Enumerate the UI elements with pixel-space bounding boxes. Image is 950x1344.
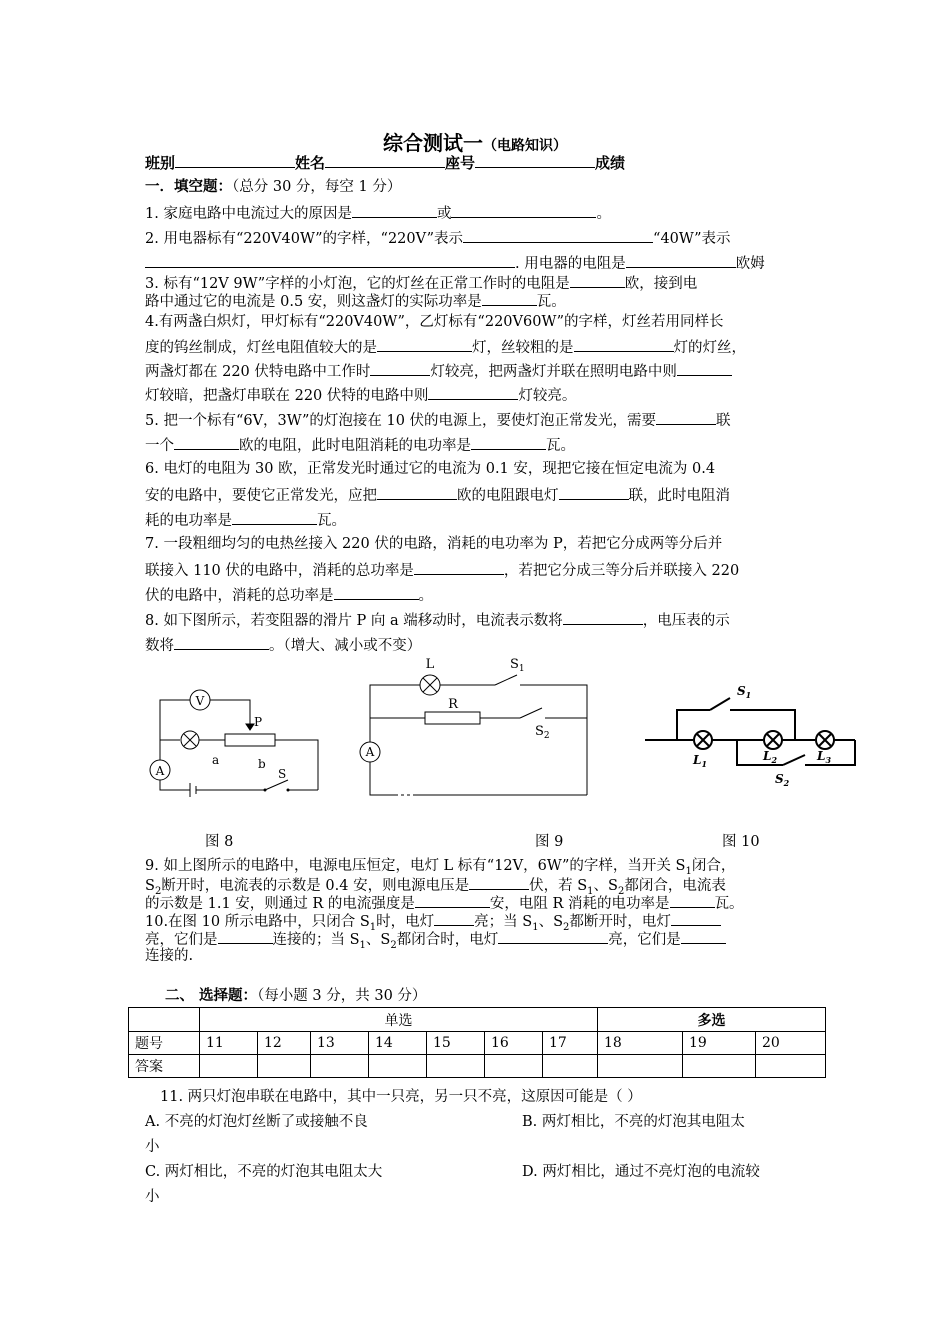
figure-8-caption: 图 8	[205, 834, 234, 850]
question-5-line1: 5. 把一个标有“6V，3W”的灯泡接在 10 伏的电源上，要使灯泡正常发光，需要 联	[145, 410, 731, 430]
switch-s1-label: $S_1$	[737, 684, 752, 700]
question-number-cell: 20	[756, 1032, 826, 1055]
option-b: B. 两灯相比，不亮的灯泡其电阻太	[522, 1114, 745, 1130]
question-3-line1: 3. 标有“12V 9W”字样的小灯泡，它的灯丝在正常工作时的电阻是 欧，接到电	[145, 273, 697, 293]
row-label-answer: 答案	[129, 1055, 200, 1078]
multi-choice-header: 多选	[598, 1008, 826, 1032]
option-c: C. 两灯相比，不亮的灯泡其电阻太大	[145, 1164, 383, 1180]
answer-cell[interactable]	[598, 1055, 683, 1078]
question-8-line2: 数将 。（增大、减小或不变）	[145, 635, 421, 655]
switch-s2-label: $S_2$	[775, 772, 790, 788]
answer-cell[interactable]	[369, 1055, 427, 1078]
question-9-line3: 的示数是 1.1 安，则通过 R 的电流强度是 安，电阻 R 消耗的电功率是 瓦。	[145, 893, 744, 913]
question-number-cell: 16	[485, 1032, 543, 1055]
question-6-line2: 安的电路中，要使它正常发光，应把 欧的电阻跟电灯 联，此时电阻消	[145, 485, 730, 505]
question-7-line3: 伏的电路中，消耗的总功率是 。	[145, 585, 433, 605]
answer-cell[interactable]	[200, 1055, 258, 1078]
question-2-line2: . 用电器的电阻是 欧姆	[145, 253, 765, 273]
question-number-cell: 11	[200, 1032, 258, 1055]
lamp-l-label: L	[425, 657, 435, 672]
question-10-line3: 连接的.	[145, 948, 194, 964]
section1-heading: 一．填空题：（总分 30 分，每空 1 分）	[145, 178, 402, 195]
figure-10-caption: 图 10	[722, 834, 760, 850]
option-d: D. 两灯相比，通过不亮灯泡的电流较	[522, 1164, 760, 1180]
question-10-line2: 亮，它们是 连接的；当 $S_1$、$S_2$都闭合时，电灯 亮，它们是	[145, 929, 726, 955]
option-d-continued: 小	[145, 1189, 160, 1205]
lamp-l3-label: $L_3$	[817, 749, 832, 765]
option-a: A. 不亮的灯泡灯丝断了或接触不良	[145, 1114, 368, 1130]
answer-cell[interactable]	[427, 1055, 485, 1078]
voltmeter-label: V	[195, 694, 205, 708]
resistor-r-label: R	[448, 697, 458, 712]
question-number-cell: 12	[258, 1032, 311, 1055]
option-b-continued: 小	[145, 1139, 160, 1155]
table-row	[129, 1032, 826, 1055]
question-4-line2: 度的钨丝制成，灯丝电阻值较大的是 灯，丝较粗的是 灯的灯丝，	[145, 337, 746, 357]
question-7-line2: 联接入 110 伏的电路中，消耗的总功率是 ，若把它分成三等分后并联接入 220	[145, 560, 739, 580]
answer-cell[interactable]	[543, 1055, 598, 1078]
question-3-line2: 路中通过它的电流是 0.5 安，则这盏灯的实际功率是 瓦。	[145, 291, 566, 311]
answer-table	[128, 1007, 826, 1078]
figure-9-circuit	[355, 655, 585, 805]
question-6-line3: 耗的电功率是 瓦。	[145, 510, 346, 530]
figure-10-circuit	[645, 680, 875, 790]
question-number-cell: 13	[311, 1032, 369, 1055]
switch-label: S	[278, 767, 287, 781]
rheostat-end-a: a	[212, 753, 220, 767]
question-number-cell: 14	[369, 1032, 427, 1055]
question-11-stem: 11. 两只灯泡串联在电路中，其中一只亮，另一只不亮，这原因可能是（ ）	[160, 1089, 642, 1105]
question-7-line1: 7. 一段粗细均匀的电热丝接入 220 伏的电路，消耗的电功率为 P，若把它分成两等分后并	[145, 536, 723, 552]
figure-8-circuit	[140, 680, 330, 810]
slider-label: P	[254, 715, 263, 729]
question-5-line2: 一个 欧的电阻，此时电阻消耗的电功率是 瓦。	[145, 435, 575, 455]
ammeter-label: A	[365, 745, 375, 759]
question-number-cell: 17	[543, 1032, 598, 1055]
answer-cell[interactable]	[311, 1055, 369, 1078]
row-label-number: 题号	[129, 1032, 200, 1055]
lamp-l1-label: $L_1$	[693, 753, 708, 769]
rheostat-end-b: b	[258, 757, 266, 771]
question-10-line1: 10.在图 10 所示电路中，只闭合 $S_1$时，电灯 亮；当 $S_1$、$S_2$都断开时，电灯	[145, 911, 721, 937]
question-9-line1: 9. 如上图所示的电路中，电源电压恒定，电灯 L 标有“12V，6W”的字样，当开关 $S_1$闭合，	[145, 858, 736, 877]
page-title: 综合测试一（电路知识）	[383, 131, 567, 155]
switch-s2-label: $S_2$	[535, 724, 550, 741]
ammeter-label: A	[155, 764, 165, 778]
question-1: 1. 家庭电路中电流过大的原因是 或 。	[145, 203, 611, 223]
student-info-line: 班别 姓名 座号 成绩	[145, 154, 626, 172]
answer-cell[interactable]	[258, 1055, 311, 1078]
answer-cell[interactable]	[485, 1055, 543, 1078]
question-8-line1: 8. 如下图所示，若变阻器的滑片 P 向 a 端移动时，电流表示数将 ，电压表的示	[145, 610, 730, 630]
question-number-cell: 19	[683, 1032, 756, 1055]
answer-cell[interactable]	[756, 1055, 826, 1078]
section2-heading: 二、 选择题：（每小题 3 分，共 30 分）	[165, 987, 427, 1004]
question-2-line1: 2. 用电器标有“220V40W”的字样，“220V”表示 “40W”表示	[145, 228, 731, 248]
question-6-line1: 6. 电灯的电阻为 30 欧，正常发光时通过它的电流为 0.1 安，现把它接在恒定电流为 0.4	[145, 461, 716, 477]
question-4-line1: 4.有两盏白炽灯，甲灯标有“220V40W”，乙灯标有“220V60W”的字样，灯丝若用同样长	[145, 314, 724, 330]
table-row	[129, 1055, 826, 1078]
question-number-cell: 18	[598, 1032, 683, 1055]
answer-cell[interactable]	[683, 1055, 756, 1078]
figure-9-caption: 图 9	[535, 834, 564, 850]
switch-s1-label: $S_1$	[510, 657, 525, 674]
question-4-line4: 灯较暗，把盏灯串联在 220 伏特的电路中则 灯较亮。	[145, 385, 576, 405]
lamp-l2-label: $L_2$	[763, 749, 778, 765]
question-4-line3: 两盏灯都在 220 伏特电路中工作时 灯较亮，把两盏灯并联在照明电路中则	[145, 361, 732, 381]
question-number-cell: 15	[427, 1032, 485, 1055]
single-choice-header: 单选	[200, 1008, 598, 1032]
question-9-line2: $S_2$断开时，电流表的示数是 0.4 安，则电源电压是 伏，若 $S_1$、$S_2$都闭合，电流表	[145, 875, 726, 901]
